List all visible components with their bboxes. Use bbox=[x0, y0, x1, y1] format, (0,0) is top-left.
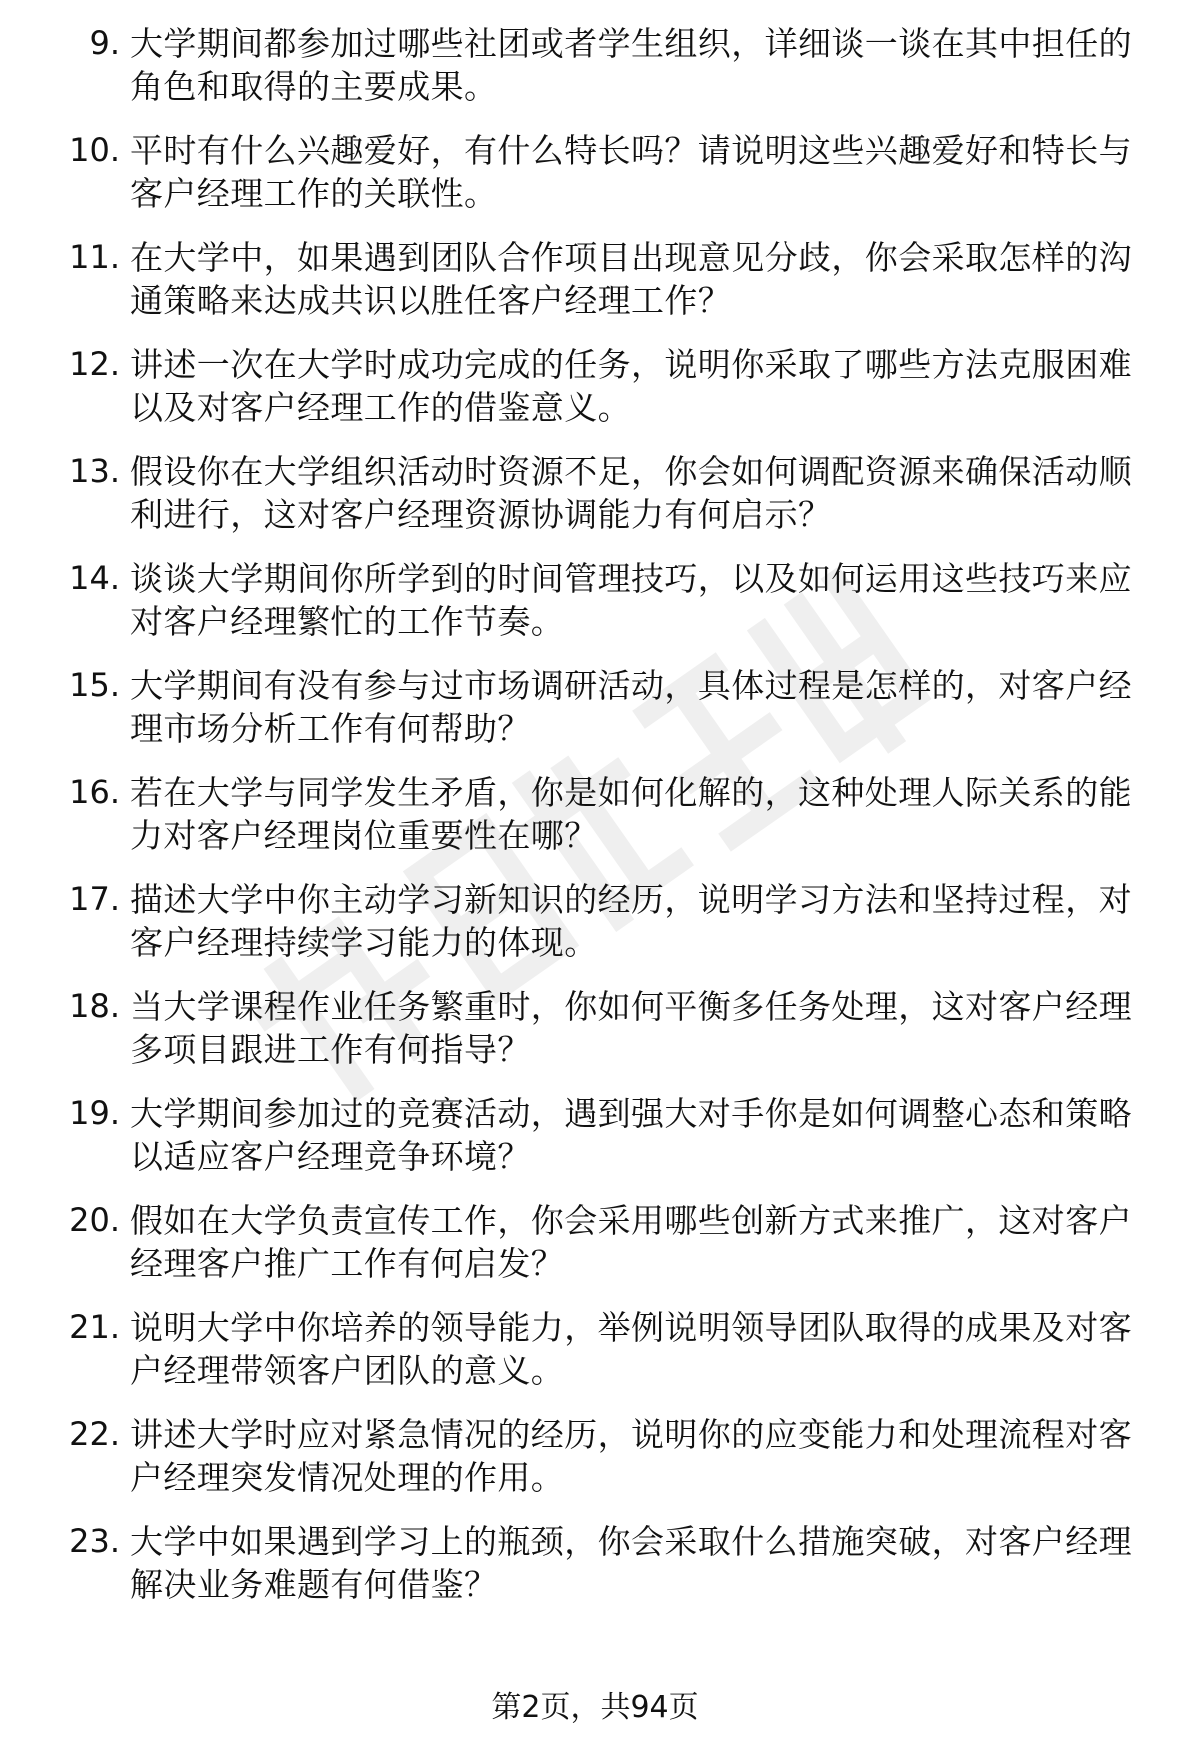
question-number: 22. bbox=[69, 1415, 120, 1453]
question-item bbox=[0, 1520, 1190, 1627]
question-item bbox=[0, 985, 1190, 1092]
question-item bbox=[0, 22, 1190, 129]
question-item bbox=[0, 236, 1190, 343]
question-text: 描述大学中你主动学习新知识的经历，说明学习方法和坚持过程，对客户经理持续学习能力的体现。 bbox=[130, 880, 1132, 962]
question-number: 15. bbox=[69, 666, 120, 704]
question-item bbox=[0, 878, 1190, 985]
question-number: 12. bbox=[69, 345, 120, 383]
question-number: 19. bbox=[69, 1094, 120, 1132]
question-number: 9. bbox=[89, 24, 120, 62]
question-text: 谈谈大学期间你所学到的时间管理技巧，以及如何运用这些技巧来应对客户经理繁忙的工作节奏。 bbox=[130, 559, 1132, 641]
question-number: 17. bbox=[69, 880, 120, 918]
question-number: 14. bbox=[69, 559, 120, 597]
question-item bbox=[0, 771, 1190, 878]
question-item bbox=[0, 1199, 1190, 1306]
question-number: 20. bbox=[69, 1201, 120, 1239]
question-number: 10. bbox=[69, 131, 120, 169]
question-text: 大学期间参加过的竞赛活动，遇到强大对手你是如何调整心态和策略以适应客户经理竞争环境？ bbox=[130, 1094, 1132, 1176]
question-item bbox=[0, 1092, 1190, 1199]
question-item bbox=[0, 1413, 1190, 1520]
question-text: 大学中如果遇到学习上的瓶颈，你会采取什么措施突破，对客户经理解决业务难题有何借鉴？ bbox=[130, 1522, 1132, 1604]
page-number-footer: 第2页，共94页 bbox=[491, 1690, 699, 1725]
question-number: 13. bbox=[69, 452, 120, 490]
question-text: 大学期间都参加过哪些社团或者学生组织，详细谈一谈在其中担任的角色和取得的主要成果。 bbox=[130, 24, 1132, 106]
question-list bbox=[0, 22, 1190, 1627]
question-text: 假设你在大学组织活动时资源不足，你会如何调配资源来确保活动顺利进行，这对客户经理资源协调能力有何启示？ bbox=[130, 452, 1132, 534]
question-number: 18. bbox=[69, 987, 120, 1025]
question-number: 21. bbox=[69, 1308, 120, 1346]
question-item bbox=[0, 664, 1190, 771]
question-text: 大学期间有没有参与过市场调研活动，具体过程是怎样的，对客户经理市场分析工作有何帮助？ bbox=[130, 666, 1132, 748]
question-text: 讲述一次在大学时成功完成的任务，说明你采取了哪些方法克服困难以及对客户经理工作的借鉴意义。 bbox=[130, 345, 1132, 427]
question-text: 在大学中，如果遇到团队合作项目出现意见分歧，你会采取怎样的沟通策略来达成共识以胜任客户经理工作？ bbox=[130, 238, 1132, 320]
question-item bbox=[0, 129, 1190, 236]
question-number: 16. bbox=[69, 773, 120, 811]
question-text: 说明大学中你培养的领导能力，举例说明领导团队取得的成果及对客户经理带领客户团队的意义。 bbox=[130, 1308, 1132, 1390]
question-text: 若在大学与同学发生矛盾，你是如何化解的，这种处理人际关系的能力对客户经理岗位重要性在哪？ bbox=[130, 773, 1132, 855]
question-text: 平时有什么兴趣爱好，有什么特长吗？请说明这些兴趣爱好和特长与客户经理工作的关联性。 bbox=[130, 131, 1132, 213]
question-number: 23. bbox=[69, 1522, 120, 1560]
question-number: 11. bbox=[69, 238, 120, 276]
question-item bbox=[0, 1306, 1190, 1413]
question-item bbox=[0, 343, 1190, 450]
question-item bbox=[0, 557, 1190, 664]
question-text: 假如在大学负责宣传工作，你会采用哪些创新方式来推广，这对客户经理客户推广工作有何启发？ bbox=[130, 1201, 1132, 1283]
question-item bbox=[0, 450, 1190, 557]
question-text: 讲述大学时应对紧急情况的经历，说明你的应变能力和处理流程对客户经理突发情况处理的作用。 bbox=[130, 1415, 1132, 1497]
question-text: 当大学课程作业任务繁重时，你如何平衡多任务处理，这对客户经理多项目跟进工作有何指导？ bbox=[130, 987, 1132, 1069]
